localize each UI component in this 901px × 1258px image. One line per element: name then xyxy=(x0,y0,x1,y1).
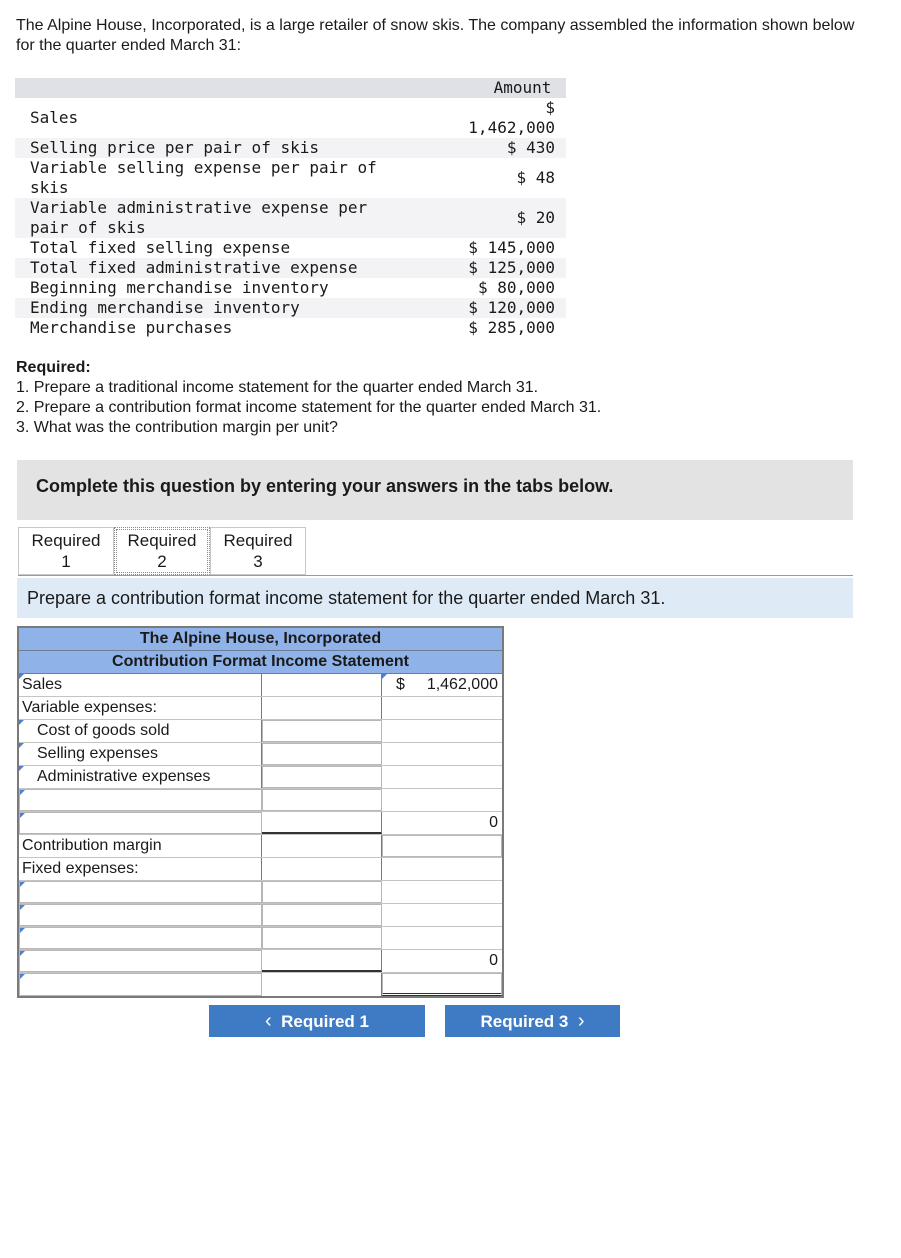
amount-cell xyxy=(262,674,382,696)
given-amount: $ 48 xyxy=(516,168,555,187)
given-amount: $ 80,000 xyxy=(477,278,555,297)
row-net-operating-income xyxy=(19,973,502,996)
tab-label: Required xyxy=(127,531,197,550)
amount-cell xyxy=(382,789,502,811)
row-variable-expenses xyxy=(19,697,502,720)
statement-title: Contribution Format Income Statement xyxy=(19,651,502,674)
problem-intro: The Alpine House, Incorporated, is a large retailer of snow skis. The company assembled the information shown below for the quarter ended March 31: xyxy=(16,17,855,54)
given-label: Total fixed administrative expense xyxy=(30,258,358,277)
instructions-banner xyxy=(17,460,853,520)
tab-bar xyxy=(18,527,306,575)
previous-tab-button[interactable] xyxy=(209,1005,425,1037)
total-variable-value: 0 xyxy=(489,814,498,831)
banner-text: Complete this question by entering your answers in the tabs below. xyxy=(36,476,614,496)
tab-divider xyxy=(18,575,853,576)
fixed-expenses-label: Fixed expenses: xyxy=(19,858,262,880)
row-sales xyxy=(19,674,502,697)
given-amount: $ 430 xyxy=(506,138,555,157)
given-row-sales xyxy=(15,98,566,138)
amount-cell xyxy=(382,858,502,880)
tab-number: 1 xyxy=(61,552,71,571)
admin-expenses-label[interactable]: Administrative expenses xyxy=(19,766,262,788)
given-row xyxy=(15,158,566,198)
required-item: 1. Prepare a traditional income statement for the quarter ended March 31. xyxy=(16,379,539,396)
amount-cell xyxy=(382,697,502,719)
instruction-text: Prepare a contribution format income statement for the quarter ended March 31. xyxy=(27,588,666,608)
row-fixed-3 xyxy=(19,927,502,950)
variable-expenses-label: Variable expenses: xyxy=(19,697,262,719)
tab-required-2[interactable] xyxy=(114,527,210,575)
row-blank xyxy=(19,789,502,812)
amount-input[interactable] xyxy=(262,881,382,903)
tab-number: 2 xyxy=(157,552,167,571)
amount-cell xyxy=(382,904,502,926)
given-label: Variable administrative expense per pair of skis xyxy=(30,198,368,237)
given-label: Total fixed selling expense xyxy=(30,238,291,257)
next-tab-button[interactable] xyxy=(445,1005,620,1037)
row-cogs xyxy=(19,720,502,743)
amount-cell xyxy=(382,720,502,742)
cogs-label[interactable]: Cost of goods sold xyxy=(19,720,262,742)
given-amount: $ 120,000 xyxy=(468,298,555,317)
given-label: Variable selling expense per pair of skis xyxy=(30,158,377,197)
tab-instruction xyxy=(17,578,853,618)
row-admin xyxy=(19,766,502,789)
given-row xyxy=(15,298,566,318)
sales-value: 1,462,000 xyxy=(426,676,498,693)
label-input[interactable] xyxy=(19,789,262,811)
label-input[interactable] xyxy=(19,904,262,926)
amount-input[interactable] xyxy=(262,904,382,926)
dollar-sign: $ xyxy=(396,676,405,693)
given-row xyxy=(15,318,566,338)
contribution-margin-input[interactable] xyxy=(382,835,502,857)
label-input[interactable] xyxy=(19,950,262,972)
required-item: 2. Prepare a contribution format income statement for the quarter ended March 31. xyxy=(16,399,602,416)
given-amount: $ 145,000 xyxy=(468,238,555,257)
row-selling xyxy=(19,743,502,766)
selling-amount-input[interactable] xyxy=(262,743,382,765)
amount-cell xyxy=(382,881,502,903)
label-input[interactable] xyxy=(19,812,262,834)
tab-label: Required xyxy=(223,531,293,550)
required-title: Required: xyxy=(16,359,91,376)
given-row xyxy=(15,238,566,258)
contribution-margin-label: Contribution margin xyxy=(19,835,262,857)
given-label: Beginning merchandise inventory xyxy=(30,278,329,297)
next-button-label: Required 3 xyxy=(480,1012,569,1031)
tab-required-3[interactable] xyxy=(210,527,306,575)
given-amount: $ 285,000 xyxy=(468,318,555,337)
sales-amount-cell[interactable] xyxy=(382,674,502,696)
given-header xyxy=(15,78,566,98)
previous-button-label: Required 1 xyxy=(281,1012,369,1031)
amount-cell xyxy=(262,835,382,857)
label-input[interactable] xyxy=(19,881,262,903)
income-statement-worksheet xyxy=(17,626,504,998)
given-row xyxy=(15,138,566,158)
row-fixed-expenses xyxy=(19,858,502,881)
given-label: Sales xyxy=(30,108,79,127)
row-fixed-2 xyxy=(19,904,502,927)
net-income-input[interactable] xyxy=(382,973,502,996)
selling-expenses-label[interactable]: Selling expenses xyxy=(19,743,262,765)
row-total-variable xyxy=(19,812,502,835)
row-total-fixed xyxy=(19,950,502,973)
given-amount: $ 1,462,000 xyxy=(468,98,555,137)
amount-input[interactable] xyxy=(262,789,382,811)
row-contribution-margin xyxy=(19,835,502,858)
given-row xyxy=(15,278,566,298)
amount-cell xyxy=(382,766,502,788)
amount-cell xyxy=(262,812,382,834)
given-label: Ending merchandise inventory xyxy=(30,298,300,317)
label-input[interactable] xyxy=(19,973,262,996)
amount-cell xyxy=(262,697,382,719)
chevron-right-icon: › xyxy=(577,1010,585,1032)
amount-column-header: Amount xyxy=(493,78,552,97)
tab-required-1[interactable] xyxy=(18,527,114,575)
statement-company: The Alpine House, Incorporated xyxy=(19,628,502,651)
amount-cell xyxy=(262,973,382,996)
given-amount: $ 125,000 xyxy=(468,258,555,277)
sales-label[interactable]: Sales xyxy=(19,674,262,696)
admin-amount-input[interactable] xyxy=(262,766,382,788)
given-amount: $ 20 xyxy=(516,208,555,227)
chevron-left-icon: ‹ xyxy=(265,1010,272,1032)
amount-input[interactable] xyxy=(262,927,382,949)
tab-label: Required xyxy=(31,531,101,550)
given-row xyxy=(15,198,566,238)
given-label: Merchandise purchases xyxy=(30,318,233,337)
given-label: Selling price per pair of skis xyxy=(30,138,319,157)
row-fixed-1 xyxy=(19,881,502,904)
amount-cell xyxy=(382,927,502,949)
amount-cell xyxy=(262,858,382,880)
required-item: 3. What was the contribution margin per unit? xyxy=(16,419,338,436)
cogs-amount-input[interactable] xyxy=(262,720,382,742)
total-fixed-value: 0 xyxy=(489,952,498,969)
given-row xyxy=(15,258,566,278)
label-input[interactable] xyxy=(19,927,262,949)
amount-cell xyxy=(262,950,382,972)
given-data-table xyxy=(15,78,566,338)
required-section xyxy=(16,358,856,438)
tab-number: 3 xyxy=(253,552,263,571)
amount-cell xyxy=(382,743,502,765)
